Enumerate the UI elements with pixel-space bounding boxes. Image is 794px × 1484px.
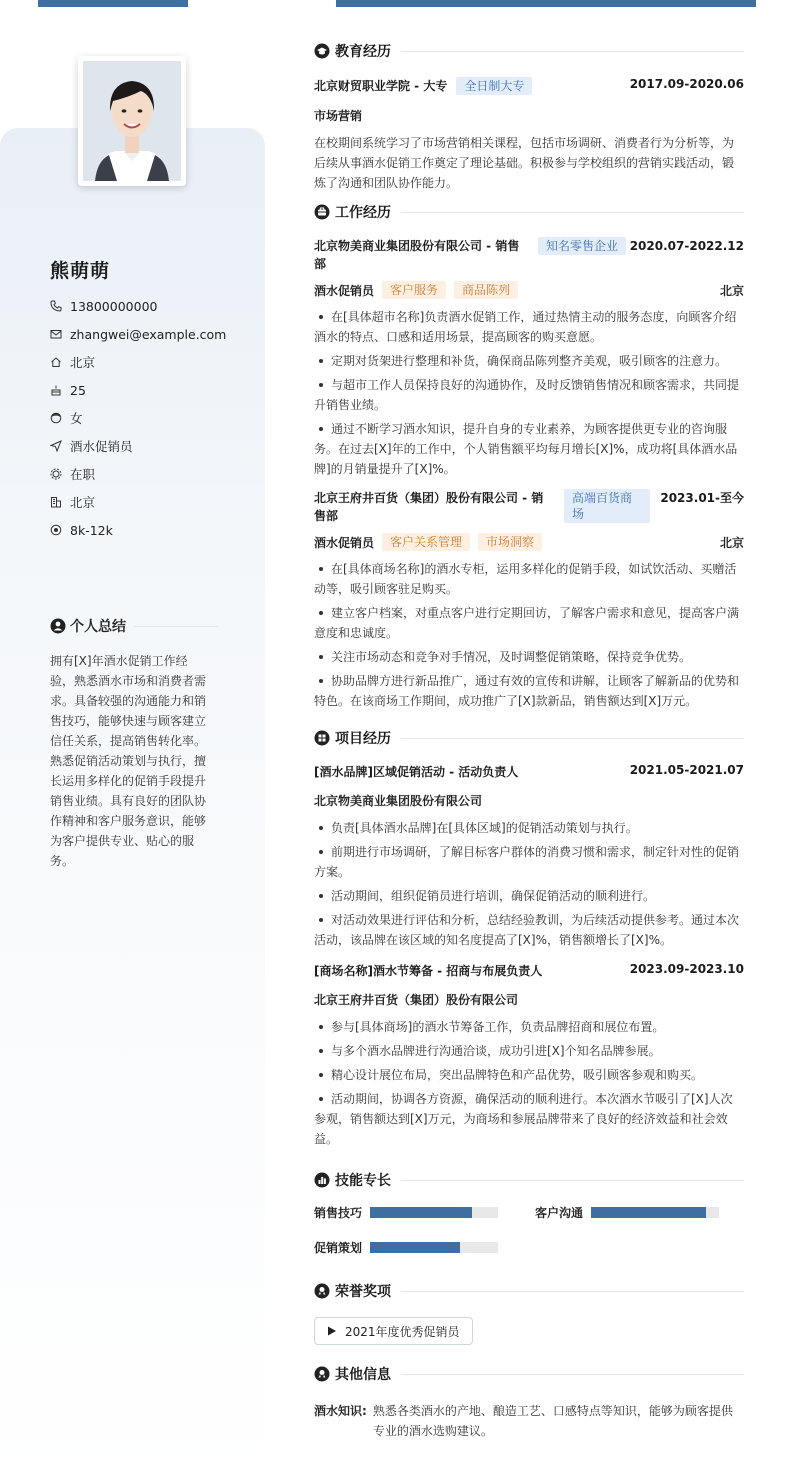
other-text: 熟悉各类酒水的产地、酿造工艺、口感特点等知识，能够为顾客提供专业的酒水选购建议。 <box>372 1404 733 1438</box>
project-entry <box>314 962 744 979</box>
skill-bar <box>370 1242 498 1253</box>
job-tag: 高端百货商场 <box>564 489 650 523</box>
bullet-item: 对活动效果进行评估和分析，总结经验教训，为后续活动提供参考。通过本次活动，该品牌在该区域的知名度提高了[X]%，销售额增长了[X]%。 <box>314 910 744 950</box>
divider <box>401 1291 744 1292</box>
job-company: 北京物美商业集团股份有限公司 - 销售部 <box>314 239 520 271</box>
honors-header <box>314 1280 744 1302</box>
other-header <box>314 1363 744 1385</box>
position-icon <box>50 440 62 452</box>
education-title: 教育经历 <box>335 44 391 60</box>
award-text: 2021年度优秀促销员 <box>345 1324 460 1339</box>
divider <box>401 212 744 213</box>
award-item <box>314 1317 473 1345</box>
skill-fill <box>370 1242 460 1253</box>
contact-list <box>50 292 250 544</box>
divider <box>401 738 744 739</box>
education-entry <box>314 77 744 95</box>
bar-chart-icon <box>314 1172 330 1188</box>
work-header <box>314 201 744 223</box>
contact-age <box>50 376 250 404</box>
job-city: 北京 <box>719 535 744 550</box>
info-icon <box>314 1366 330 1382</box>
job-role: 酒水促销员 <box>314 535 375 550</box>
project-bullets <box>314 1017 744 1149</box>
salary-icon <box>50 524 62 536</box>
skills-row <box>314 1239 744 1256</box>
summary-text: 拥有[X]年酒水促销工作经验，熟悉酒水市场和消费者需求。具备较强的沟通能力和销售技巧，能够快速与顾客建立信任关系，提高销售转化率。熟悉促销活动策划与执行，擅长运用多样化的促销手段提升销售业绩。具有良好的团队协作精神和客户服务意识，能够为客户提供专业、贴心的服务。 <box>50 654 207 868</box>
top-accent-bar-left <box>38 0 188 7</box>
home-icon <box>50 356 62 368</box>
bullet-item: 定期对货架进行整理和补货，确保商品陈列整齐美观，吸引顾客的注意力。 <box>314 351 744 371</box>
project-org: 北京物美商业集团股份有限公司 <box>314 794 483 808</box>
job-role-row <box>314 281 744 299</box>
skill-name: 销售技巧 <box>314 1206 363 1220</box>
bullet-item: 关注市场动态和竞争对手情况，及时调整促销策略，保持竞争优势。 <box>314 647 744 667</box>
honors-list <box>314 1317 744 1345</box>
top-accent-bar-right <box>336 0 756 7</box>
education-tag: 全日制大专 <box>456 77 532 95</box>
education-desc: 在校期间系统学习了市场营销相关课程，包括市场调研、消费者行为分析等，为后续从事酒水促销工作奠定了理论基础。积极参与学校组织的营销实践活动，锻炼了沟通和团队协作能力。 <box>314 136 735 190</box>
award-icon <box>314 1283 330 1299</box>
summary-header <box>50 616 218 636</box>
bullet-item: 负责[具体酒水品牌]在[具体区域]的促销活动策划与执行。 <box>314 818 744 838</box>
honors-title: 荣誉奖项 <box>335 1284 391 1300</box>
contact-status <box>50 460 250 488</box>
contact-city <box>50 488 250 516</box>
bullet-item: 在[具体商场名称]的酒水专柜，运用多样化的促销手段，如试饮活动、买赠活动等，吸引顾客驻足购买。 <box>314 559 744 599</box>
other-title: 其他信息 <box>335 1367 391 1383</box>
divider <box>401 1374 744 1375</box>
graduation-cap-icon <box>314 43 330 59</box>
project-org-row <box>314 792 744 809</box>
contact-text: zhangwei@example.com <box>70 326 227 342</box>
project-org-row <box>314 991 744 1008</box>
contact-text: 北京 <box>70 355 96 370</box>
bullet-item: 精心设计展位布局，突出品牌特色和产品优势，吸引顾客参观和购买。 <box>314 1065 744 1085</box>
city-icon <box>50 496 62 508</box>
job-company: 北京王府井百货（集团）股份有限公司 - 销售部 <box>314 491 544 523</box>
contact-gender <box>50 404 250 432</box>
phone-icon <box>50 300 62 312</box>
education-header <box>314 40 744 62</box>
job-date: 2023.01-至今 <box>660 491 744 505</box>
divider <box>401 1180 744 1181</box>
contact-text: 酒水促销员 <box>70 439 133 454</box>
other-label: 酒水知识: <box>314 1404 367 1418</box>
skill-bar <box>370 1207 498 1218</box>
grid-icon <box>314 730 330 746</box>
job-tag: 知名零售企业 <box>538 237 626 255</box>
divider <box>401 51 744 52</box>
avatar <box>83 61 181 181</box>
age-icon <box>50 384 62 396</box>
main-content <box>314 40 744 1441</box>
play-icon <box>327 1326 337 1336</box>
job-entry <box>314 237 744 273</box>
bullet-item: 建立客户档案，对重点客户进行定期回访，了解客户需求和意见，提高客户满意度和忠诚度。 <box>314 603 744 643</box>
skills-row <box>314 1204 744 1221</box>
project-bullets <box>314 818 744 950</box>
projects-header <box>314 727 744 749</box>
project-date: 2021.05-2021.07 <box>629 763 744 777</box>
skill-name: 客户沟通 <box>535 1206 584 1220</box>
contact-text: 8k-12k <box>70 522 113 538</box>
skill-item <box>535 1204 719 1221</box>
contact-text: 女 <box>70 411 83 426</box>
bullet-item: 活动期间，协调各方资源，确保活动的顺利进行。本次酒水节吸引了[X]人次参观，销售额达到[X]万元，为商场和参展品牌带来了良好的经济效益和社会效益。 <box>314 1089 744 1149</box>
skill-tag: 客户服务 <box>382 281 446 299</box>
job-date: 2020.07-2022.12 <box>629 239 744 253</box>
project-date: 2023.09-2023.10 <box>629 962 744 976</box>
bullet-item: 参与[具体商场]的酒水节筹备工作，负责品牌招商和展位布置。 <box>314 1017 744 1037</box>
job-role: 酒水促销员 <box>314 283 375 298</box>
school-name: 北京财贸职业学院 - 大专 <box>314 79 448 93</box>
bullet-item: 活动期间，组织促销员进行培训，确保促销活动的顺利进行。 <box>314 886 744 906</box>
contact-text: 北京 <box>70 495 96 510</box>
contact-text: 在职 <box>70 467 96 482</box>
bullet-item: 在[具体超市名称]负责酒水促销工作，通过热情主动的服务态度，向顾客介绍酒水的特点、口感和适用场景，提高顾客的购买意愿。 <box>314 307 744 347</box>
project-name: [酒水品牌]区域促销活动 - 活动负责人 <box>314 765 519 779</box>
job-entry <box>314 489 744 525</box>
email-icon <box>50 328 62 340</box>
job-bullets <box>314 307 744 479</box>
status-icon <box>50 468 62 480</box>
other-info-row <box>314 1401 744 1441</box>
bullet-item: 与超市工作人员保持良好的沟通协作，及时反馈销售情况和顾客需求，共同提升销售业绩。 <box>314 375 744 415</box>
contact-text: 25 <box>70 382 86 398</box>
gender-icon <box>50 412 62 424</box>
skill-item <box>314 1204 535 1221</box>
job-bullets <box>314 559 744 711</box>
work-title: 工作经历 <box>335 205 391 221</box>
user-icon <box>50 618 66 634</box>
skill-tag: 商品陈列 <box>454 281 518 299</box>
project-entry <box>314 763 744 780</box>
profile-name: 熊萌萌 <box>50 260 111 282</box>
education-date: 2017.09-2020.06 <box>629 77 744 91</box>
project-org: 北京王府井百货（集团）股份有限公司 <box>314 993 519 1007</box>
projects-title: 项目经历 <box>335 731 391 747</box>
project-name: [商场名称]酒水节筹备 - 招商与布展负责人 <box>314 964 543 978</box>
skill-tag: 客户关系管理 <box>382 533 470 551</box>
major: 市场营销 <box>314 109 363 123</box>
contact-position <box>50 432 250 460</box>
skill-item <box>314 1239 498 1256</box>
contact-salary <box>50 516 250 544</box>
bullet-item: 前期进行市场调研，了解目标客户群体的消费习惯和需求，制定针对性的促销方案。 <box>314 842 744 882</box>
skills-header <box>314 1169 744 1191</box>
major-row <box>314 107 744 124</box>
summary-title: 个人总结 <box>70 619 126 635</box>
briefcase-icon <box>314 204 330 220</box>
bullet-item: 与多个酒水品牌进行沟通洽谈，成功引进[X]个知名品牌参展。 <box>314 1041 744 1061</box>
divider <box>134 626 218 627</box>
job-city: 北京 <box>719 283 744 298</box>
skill-fill <box>591 1207 706 1218</box>
skill-name: 促销策划 <box>314 1241 363 1255</box>
job-role-row <box>314 533 744 551</box>
contact-email <box>50 320 250 348</box>
contact-home <box>50 348 250 376</box>
bullet-item: 通过不断学习酒水知识，提升自身的专业素养，为顾客提供更专业的咨询服务。在过去[X]年的工作中，个人销售额平均每月增长[X]%，成功将[具体酒水品牌]的月销量提升了[X]%。 <box>314 419 744 479</box>
bullet-item: 协助品牌方进行新品推广，通过有效的宣传和讲解，让顾客了解新品的优势和特色。在该商场工作期间，成功推广了[X]款新品，销售额达到[X]万元。 <box>314 671 744 711</box>
skill-fill <box>370 1207 472 1218</box>
profile-photo <box>78 56 186 186</box>
contact-text: 13800000000 <box>70 298 158 314</box>
contact-phone <box>50 292 250 320</box>
skill-tag: 市场洞察 <box>478 533 542 551</box>
skill-bar <box>591 1207 719 1218</box>
skills-title: 技能专长 <box>335 1173 391 1189</box>
